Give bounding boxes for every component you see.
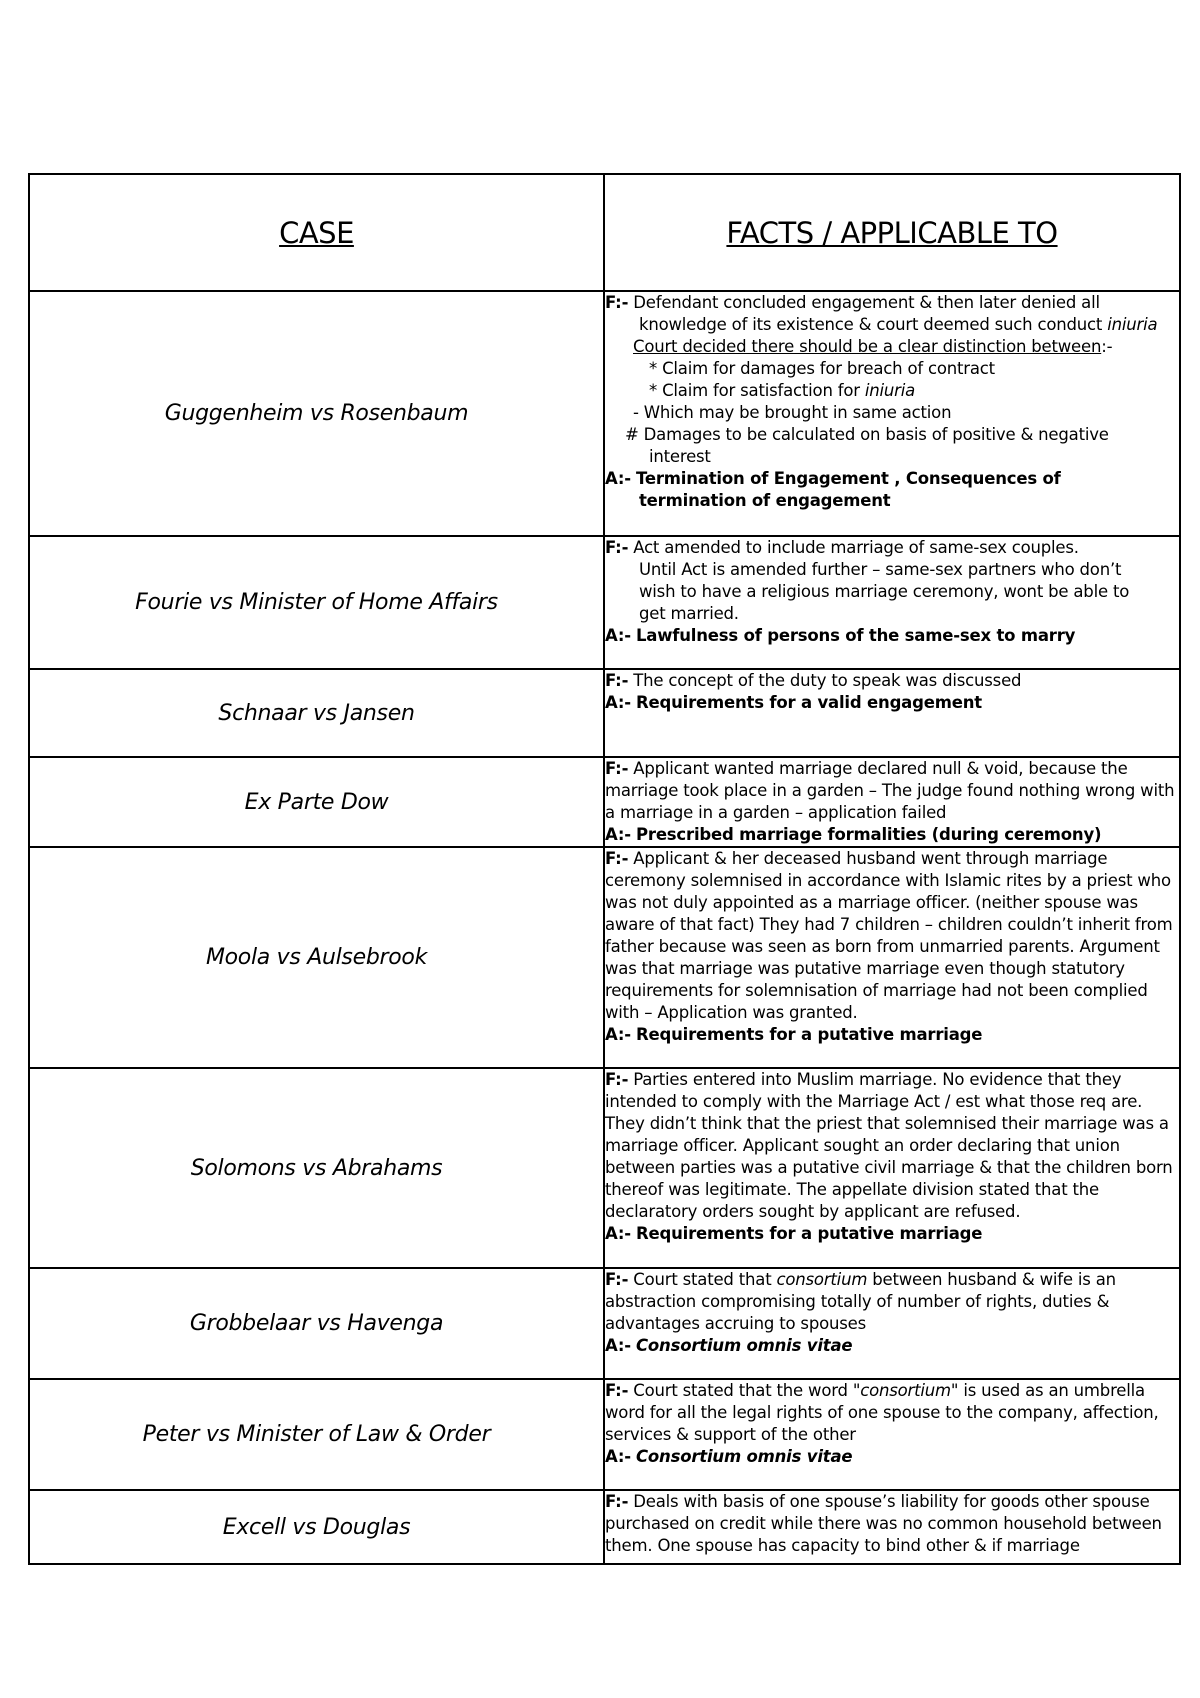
header-case: CASE: [29, 174, 604, 291]
facts-text: # Damages to be calculated on basis of positive & negative: [625, 425, 1109, 444]
table-header-row: [29, 174, 1180, 291]
table-row: [29, 847, 1180, 1068]
facts-text: consortium": [860, 1381, 959, 1400]
facts-text: - Which may be brought in same action: [633, 403, 952, 422]
facts-text: iniuria: [864, 381, 916, 400]
applicable-text: Consortium omnis vitae: [635, 1336, 853, 1355]
applicable-label: A:-: [605, 1336, 631, 1355]
applicable-label: A:-: [605, 469, 631, 488]
applicable-label: A:-: [605, 1224, 631, 1243]
table-row: [29, 1068, 1180, 1268]
applicable-text: Requirements for a putative marriage: [635, 1025, 983, 1044]
facts-text: Defendant concluded engagement & then later denied all: [633, 293, 1100, 312]
case-name: Solomons vs Abrahams: [29, 1068, 604, 1268]
facts-text: get married.: [639, 604, 739, 623]
facts-text: Court stated that the word ": [633, 1381, 861, 1400]
case-facts: [604, 1490, 1180, 1564]
facts-text: * Claim for damages for breach of contract: [649, 359, 995, 378]
table-row: [29, 1268, 1180, 1379]
facts-text: Applicant wanted marriage declared null & void, because the marriage took place in a garden – The judge found nothing wrong with a marriage in a garden – application failed: [605, 759, 1175, 822]
case-table: [28, 173, 1181, 1565]
applicable-label: A:-: [605, 1025, 631, 1044]
case-facts: [604, 669, 1180, 757]
case-name: Fourie vs Minister of Home Affairs: [29, 536, 604, 669]
case-facts: [604, 757, 1180, 847]
facts-text: iniuria: [1107, 315, 1158, 334]
table-row: [29, 291, 1180, 536]
applicable-label: A:-: [605, 825, 631, 844]
facts-label: F:-: [605, 1492, 629, 1511]
facts-text: Until Act is amended further – same-sex partners who don’t: [639, 560, 1122, 579]
facts-text: * Claim for satisfaction for: [649, 381, 860, 400]
case-facts: [604, 291, 1180, 536]
case-name: Guggenheim vs Rosenbaum: [29, 291, 604, 536]
table-row: [29, 757, 1180, 847]
facts-text: Court decided there should be a clear distinction between: [633, 337, 1102, 356]
facts-label: F:-: [605, 538, 629, 557]
facts-text: The concept of the duty to speak was discussed: [633, 671, 1022, 690]
facts-text: is used as an umbrella word for all the legal rights of one spouse to the company, affection, services & support of the other: [605, 1381, 1159, 1444]
applicable-text: termination of engagement: [639, 491, 891, 510]
facts-text: wish to have a religious marriage ceremony, wont be able to: [639, 582, 1130, 601]
facts-text: Court stated that: [633, 1270, 772, 1289]
case-facts: [604, 536, 1180, 669]
facts-label: F:-: [605, 671, 629, 690]
applicable-text: Consortium omnis vitae: [635, 1447, 853, 1466]
facts-label: F:-: [605, 1070, 629, 1089]
applicable-text: Lawfulness of persons of the same-sex to marry: [635, 626, 1076, 645]
case-facts: [604, 847, 1180, 1068]
facts-text: interest: [649, 447, 711, 466]
facts-label: F:-: [605, 293, 629, 312]
applicable-text: Termination of Engagement , Consequences of: [635, 469, 1061, 488]
facts-text: Deals with basis of one spouse’s liability for goods other spouse purchased on credit while there was no common household between them. One spouse has capacity to bind other & if marriage: [605, 1492, 1162, 1555]
applicable-text: Requirements for a valid engagement: [635, 693, 982, 712]
applicable-text: Prescribed marriage formalities (during ceremony): [635, 825, 1102, 844]
facts-text: between husband & wife is an abstraction compromising totally of number of rights, duties & advantages accruing to spouses: [605, 1270, 1116, 1333]
case-facts: [604, 1268, 1180, 1379]
applicable-label: A:-: [605, 1447, 631, 1466]
facts-text: Parties entered into Muslim marriage. No evidence that they intended to comply with the Marriage Act / est what those req are. They didn’t think that the priest that solemnised their marriage was a marriage officer. Applicant sought an order declaring that union between parties was a putative civil marriage & that the children born thereof was legitimate. The appellate division stated that the declaratory orders sought by applicant are refused.: [605, 1070, 1173, 1221]
case-name: Excell vs Douglas: [29, 1490, 604, 1564]
case-name: Peter vs Minister of Law & Order: [29, 1379, 604, 1490]
applicable-label: A:-: [605, 626, 631, 645]
case-name: Grobbelaar vs Havenga: [29, 1268, 604, 1379]
case-name: Ex Parte Dow: [29, 757, 604, 847]
table-row: [29, 536, 1180, 669]
facts-label: F:-: [605, 759, 629, 778]
facts-text: :-: [1101, 337, 1113, 356]
header-facts: FACTS / APPLICABLE TO: [604, 174, 1180, 291]
applicable-text: Requirements for a putative marriage: [635, 1224, 983, 1243]
case-facts: [604, 1379, 1180, 1490]
facts-text: knowledge of its existence & court deemed such conduct: [639, 315, 1103, 334]
table-row: [29, 1379, 1180, 1490]
applicable-label: A:-: [605, 693, 631, 712]
facts-label: F:-: [605, 849, 629, 868]
facts-label: F:-: [605, 1381, 629, 1400]
table-row: [29, 669, 1180, 757]
facts-text: consortium: [776, 1270, 868, 1289]
facts-text: Applicant & her deceased husband went through marriage ceremony solemnised in accordance with Islamic rites by a priest who was not duly appointed as a marriage officer. (neither spouse was aware of that fact) They had 7 children – children couldn’t inherit from father because was seen as born from unmarried parents. Argument was that marriage was putative marriage even though statutory requirements for solemnisation of marriage had not been complied with – Application was granted.: [605, 849, 1173, 1022]
case-name: Schnaar vs Jansen: [29, 669, 604, 757]
facts-label: F:-: [605, 1270, 629, 1289]
facts-text: Act amended to include marriage of same-sex couples.: [633, 538, 1079, 557]
case-name: Moola vs Aulsebrook: [29, 847, 604, 1068]
case-facts: [604, 1068, 1180, 1268]
table-row: [29, 1490, 1180, 1564]
